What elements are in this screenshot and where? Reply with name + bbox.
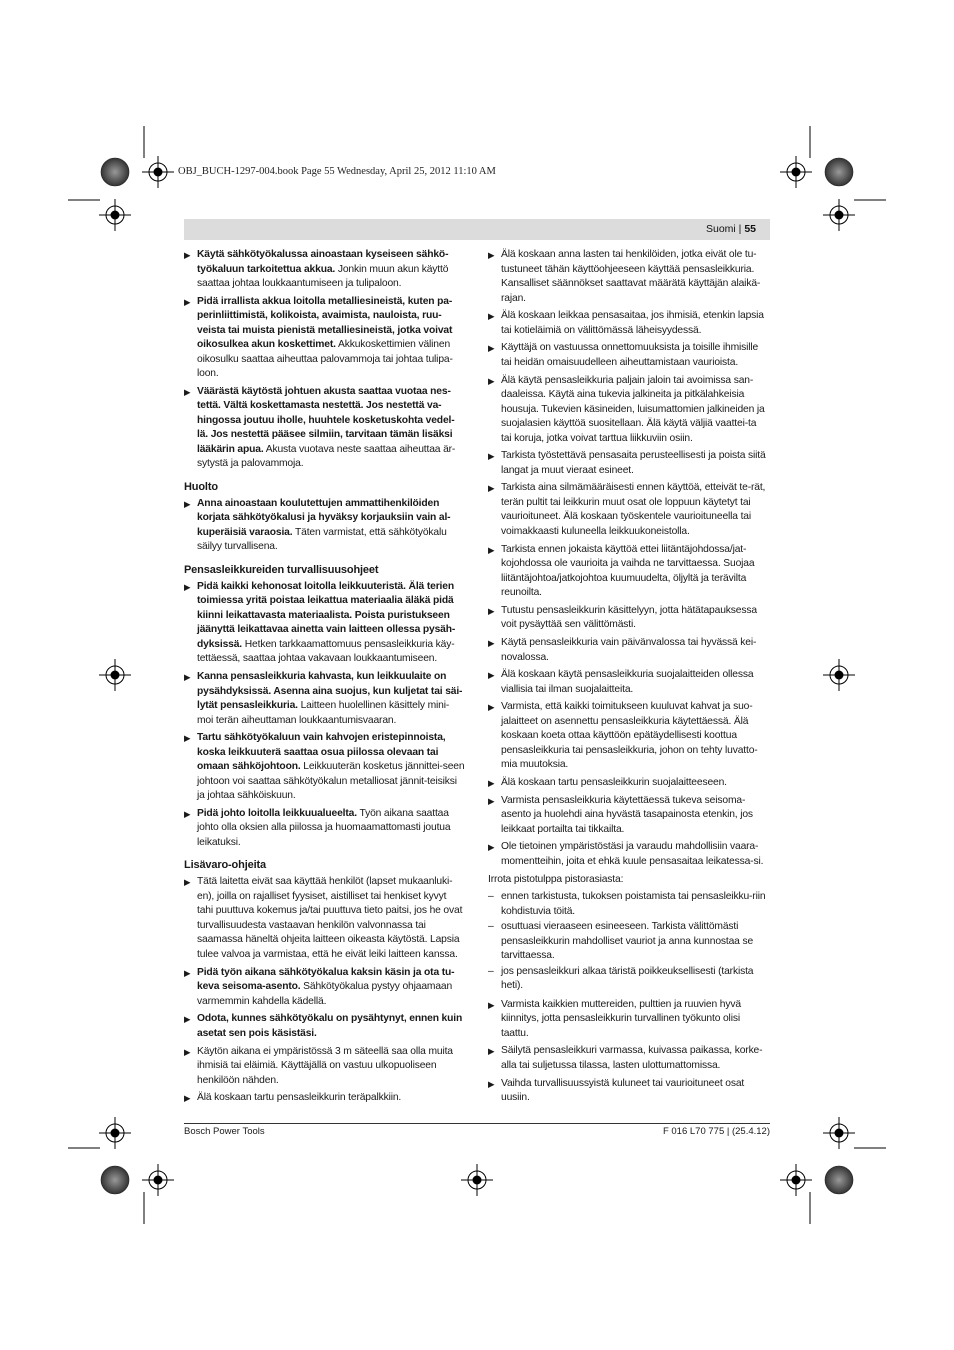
list-item: ▶ Käyttäjä on vastuussa onnettomuuksista ja toisille ihmisille tai heidän omaisuudelleen aiheuttamistaan vaurioista. bbox=[488, 342, 759, 368]
dash-item: – ennen tarkistusta, tukoksen poistamista tai pensasleikku-riin kohdistuvia töitä. bbox=[488, 891, 766, 917]
list-item: ▶ Anna ainoastaan koulutettujen ammattihenkilöiden korjata sähkötyökalusi ja hyväksy korjauksiin vain al-kuperäisiä varaosia. Täten varmistat, että sähkötyökalu säilyy turvallisena. bbox=[184, 497, 451, 553]
list-item: ▶ Älä koskaan leikkaa pensasaitaa, jos ihmisiä, etenkin lapsia tai kotieläimiä on välittömässä läheisyydessä. bbox=[488, 310, 764, 336]
page-header-bar bbox=[184, 219, 770, 240]
list-item: ▶ Tarkista aina silmämääräisesti ennen käyttöä, etteivät te-rät, terän pultit tai leikkurin muut osat ole loppuun käytetyt tai vaurioituneet. Älä koskaan työskentele vaurioituneella tai voimakkaasti kuluneella leikkuukoneistolla. bbox=[488, 482, 766, 537]
list-item: ▶ Tarkista ennen jokaista käyttöä ettei liitäntäjohdossa/jat-kojohdossa ole vaurioita ja vaihda ne tarvittaessa. Suojaa liitäntäjohtoa/jatkojohtoa kuumuudelta, öljyltä ja terävilta reunoilta. bbox=[488, 543, 755, 599]
right-column bbox=[488, 248, 769, 1109]
section-name: Suomi bbox=[705, 223, 736, 235]
list-item: ▶ Pidä irrallista akkua loitolla metalliesineistä, kuten pa-perinliittimistä, kolikoista, avaimista, nauloista, ruu-veista tai muista pienistä metalliesineistä, jotka voivat oikosulkea akun koskettimet. Akkukoskettimien välinen oikosulku saattaa aiheuttaa palovammoja tai johtaa tulipa-loon. bbox=[184, 295, 453, 380]
list-item: ▶ Varmista, että kaikki toimitukseen kuuluvat kahvat ja suo-jalaitteet on asennettu pensasleikkuria käytettäessä. Älä koskaan koeta ottaa käyttöön epätäydellisesti koottua pensasleikkuria tai pensasleikkuria, johon on tehty luvatto-mia muutoksia. bbox=[488, 701, 758, 771]
list-item: ▶ Väärästä käytöstä johtuen akusta saattaa vuotaa nes-tettä. Vältä koskettamasta nestettä. Jos nestettä va-hingossa joutuu iholle, huuhtele kosketuskohta vedel-lä. Jos nestettä pääsee silmiin, tarvitaan tämän lisäksi lääkärin apua. Akusta vuotava neste saattaa aiheuttaa är-sytystä ja palovammoja. bbox=[184, 385, 456, 470]
list-item: ▶ Älä käytä pensasleikkuria paljain jaloin tai avoimissa san-daaleissa. Käytä aina tukevia jalkineita ja pitkälahkeisia housuja. Tukevien käsineiden, luisumattomien jalkineiden ja suojalasien käyttöä suositellaan. Älä käytä väljiä vaattei-ta tai koruja, jotka voivat tarttua liikkuviin osiin. bbox=[488, 374, 765, 444]
header-separator: | bbox=[735, 223, 745, 235]
list-item: ▶ Tartu sähkötyökaluun vain kahvojen eristepinnoista, koska leikkuuterä saattaa osua piilossa olevaan tai omaan sähköjohtoon. Leikkuuterän kosketus jännittei-seen johtoon voi saattaa sähkötyökalun metalliosat jännit-teisiksi ja johtaa sähköiskuun. bbox=[184, 732, 465, 802]
dash-item: – jos pensasleikkuri alkaa täristä poikkeuksellisesti (tarkista heti). bbox=[488, 965, 754, 992]
list-item: ▶ Varmista kaikkien muttereiden, pulttien ja ruuvien hyvä kiinnitys, jotta pensasleikkurin turvallinen työkunto olisi taattu. bbox=[488, 998, 741, 1039]
list-item: ▶ Älä koskaan käytä pensasleikkuria suojalaitteiden ollessa viallisia tai ilman suojalaitteita. bbox=[488, 669, 754, 695]
list-item: ▶ Tätä laitetta eivät saa käyttää henkilöt (lapset mukaanluki-en), joilla on rajalliset fyysiset, aistilliset tai henkiset kyvyt tahi puuttuva kokemus ja/tai puuttuva tieto paitsi, jos he ovat turvallisuudesta vastaavan henkilön valvonnassa tai saamassa häneltä ohjeita laitteen oikeasta käytöstä. Lapsia tulee valvoa ja varmistaa, että he eivät leiki laitteen kanssa. bbox=[184, 876, 463, 960]
footer-publisher: Bosch Power Tools bbox=[184, 1126, 265, 1137]
list-item: ▶ Kanna pensasleikkuria kahvasta, kun leikkuulaite on pysähdyksissä. Asenna aina suojus, kun kuljetat tai säi-lytät pensasleikkuria. Laitteen huolellinen käsittely mini-moi terän aiheuttaman loukkaantumisvaaran. bbox=[184, 671, 463, 726]
list-item: ▶ Älä koskaan tartu pensasleikkurin suojalaitteeseen. bbox=[488, 777, 727, 789]
page-header bbox=[706, 223, 756, 235]
list-item: ▶ Odota, kunnes sähkötyökalu on pysähtynyt, ennen kuin asetat sen pois käsistäsi. bbox=[184, 1013, 463, 1039]
list-item: ▶ Varmista pensasleikkuria käytettäessä tukeva seisoma-asento ja huolehdi aina hyvästä tasapainosta etenkin, jos leikkaat portailta tai tikkailta. bbox=[488, 794, 753, 835]
list-item: ▶ Käytä sähkötyökalussa ainoastaan kyseiseen sähkö-työkaluun tarkoitettua akkua. Jonkin muun akun käyttö saattaa johtaa loukkaantumiseen ja tulipaloon. bbox=[184, 249, 449, 289]
dash-item: – osuttuasi vieraaseen esineeseen. Tarkista välittömästi pensasleikkurin mahdolliset vauriot ja anna kunnostaa se tarvittaessa. bbox=[488, 921, 754, 962]
section-heading-lisavaro: Lisävaro-ohjeita bbox=[184, 859, 266, 872]
section-heading-pensasleikkurit: Pensasleikkureiden turvallisuusohjeet bbox=[184, 563, 379, 576]
left-column bbox=[184, 248, 465, 1109]
list-item: ▶ Älä koskaan tartu pensasleikkurin teräpalkkiin. bbox=[184, 1092, 402, 1104]
list-item: ▶ Säilytä pensasleikkuri varmassa, kuivassa paikassa, korke-alla tai suljetussa tilassa, lasten ulottumattomissa. bbox=[488, 1045, 763, 1071]
list-item: ▶ Pidä kaikki kehonosat loitolla leikkuuteristä. Älä terien toimiessa yritä poistaa leikattua materiaalia äläkä pidä kiinni leikattavasta materiaalista. Poista puristukseen jäänyttä leikattavaa ainetta vain laitteen ollessa pysäh-dyksissä. Hetken tarkkaamattomuus pensasleikkuria käy-tettäessä, saattaa johtaa vakavaan loukkaantumiseen. bbox=[184, 580, 456, 665]
footer-rule bbox=[184, 1123, 770, 1124]
list-item: ▶ Älä koskaan anna lasten tai henkilöiden, jotka eivät ole tu-tustuneet tähän käyttöohjeeseen käyttää pensasleikkuria. Kansalliset säännökset saattavat määrätä käyttäjän alaikä-rajan. bbox=[488, 249, 761, 304]
list-item: ▶ Vaihda turvallisuussyistä kuluneet tai vaurioituneet osat uusiin. bbox=[488, 1077, 745, 1103]
list-item: ▶ Käytön aikana ei ympäristössä 3 m säteellä saa olla muita ihmisiä tai eläimiä. Käyttäjällä on vastuu ulkopuoliseen henkilöön nähden. bbox=[184, 1045, 453, 1086]
footer-docnumber: F 016 L70 775 | (25.4.12) bbox=[662, 1126, 770, 1137]
page-number: 55 bbox=[744, 223, 756, 235]
print-slug: OBJ_BUCH-1297-004.book Page 55 Wednesday, April 25, 2012 11:10 AM bbox=[178, 166, 496, 177]
list-item: ▶ Pidä johto loitolla leikkuualueelta. Työn aikana saattaa johto olla oksien alla piilossa ja huomaamattomasti joutua leikatuksi. bbox=[184, 807, 451, 848]
unplug-intro: Irrota pistotulppa pistorasiasta: bbox=[488, 873, 624, 885]
list-item: ▶ Käytä pensasleikkuria vain päivänvalossa tai hyvässä kei-novalossa. bbox=[488, 637, 757, 663]
list-item: ▶ Tarkista työstettävä pensasaita perusteellisesti ja poista siitä langat ja muut vieraat esineet. bbox=[488, 450, 766, 476]
section-heading-huolto: Huolto bbox=[184, 480, 218, 493]
list-item: ▶ Tutustu pensasleikkurin käsittelyyn, jotta hätätapauksessa voit pysäyttää sen välittömästi. bbox=[488, 604, 757, 631]
list-item: ▶ Pidä työn aikana sähkötyökalua kaksin käsin ja ota tu-keva seisoma-asento. Sähkötyökalua pystyy ohjaamaan varmemmin kahdella kädellä. bbox=[184, 966, 455, 1007]
list-item: ▶ Ole tietoinen ympäristöstäsi ja varaudu mahdollisiin vaara-momentteihin, joita et ehkä kuule pensasaitaa leikatessa-si. bbox=[488, 841, 764, 867]
